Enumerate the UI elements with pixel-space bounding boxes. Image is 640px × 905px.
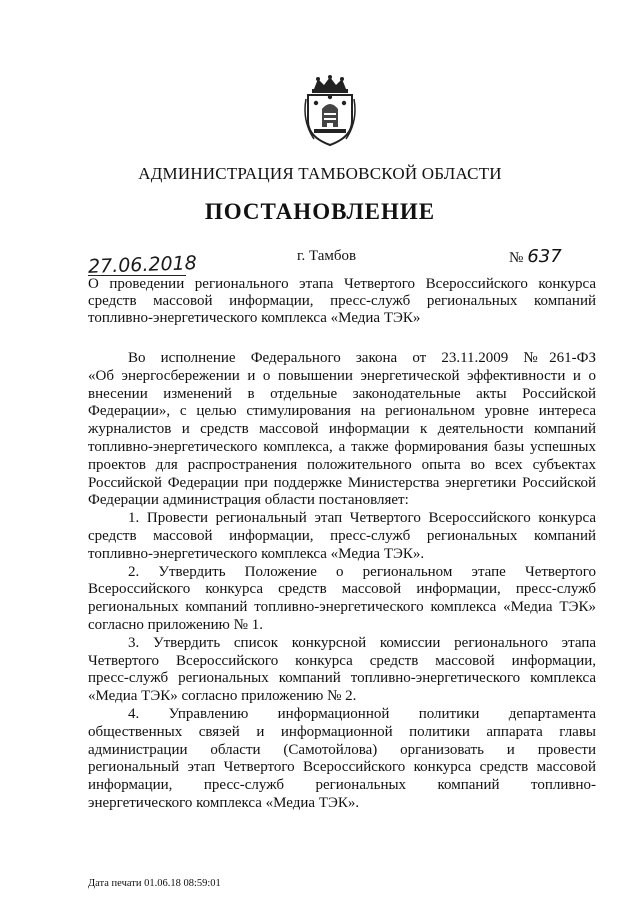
item-1-line: топливно-энергетического комплекса «Медиа ТЭК». xyxy=(88,545,425,562)
item-3-line: Четвертого Всероссийского конкурса средств массовой информации, xyxy=(88,652,596,669)
body-line: Федерации», с целью стимулирования на региональном уровне интереса xyxy=(88,403,596,420)
item-2-line: региональных компаний топливно-энергетического комплекса «Медиа ТЭК» xyxy=(88,599,596,616)
subject-line: средств массовой информации, пресс-служб региональных компаний xyxy=(88,293,596,309)
body-line: проектов для распространения положительного опыта во всех субъектах xyxy=(88,456,596,473)
item-4-line: региональный этап Четвертого Всероссийского конкурса средств массовой xyxy=(88,759,596,776)
body-line: «Об энергосбережении и о повышении энергетической эффективности и о xyxy=(88,367,596,384)
item-3-line: 3. Утвердить список конкурсной комиссии регионального этапа xyxy=(128,634,596,651)
city-label: г. Тамбов xyxy=(297,248,357,264)
subject-line: О проведении регионального этапа Четвертого Всероссийского конкурса xyxy=(88,276,596,292)
item-4-line: общественных связей и информационной политики аппарата главы xyxy=(88,723,596,740)
item-4-line: 4. Управлению информационной политики департамента xyxy=(128,705,596,722)
organization-title: АДМИНИСТРАЦИЯ ТАМБОВСКОЙ ОБЛАСТИ xyxy=(138,164,502,183)
print-date-footer: Дата печати 01.06.18 08:59:01 xyxy=(88,878,221,889)
item-3-line: «Медиа ТЭК» согласно приложению № 2. xyxy=(88,688,357,705)
body-line: внесении изменений в отдельные законодательные акты Российской xyxy=(88,385,596,402)
item-4-line: информации, пресс-служб региональных компаний топливно- xyxy=(88,777,596,794)
document-body xyxy=(88,350,596,813)
tambov-coat-of-arms-icon xyxy=(300,75,360,147)
body-line: журналистов и средств массовой информации к деятельности компаний xyxy=(88,421,596,438)
item-3-line: пресс-служб региональных компаний топливно-энергетического комплекса xyxy=(88,670,596,687)
document-type-heading: ПОСТАНОВЛЕНИЕ xyxy=(204,199,436,224)
item-1-line: 1. Провести региональный этап Четвертого Всероссийского конкурса xyxy=(128,510,596,527)
body-line: Во исполнение Федерального закона от 23.11.2009 №261-ФЗ xyxy=(128,350,596,366)
body-line: Российской Федерации при поддержке Министерства энергетики Российской xyxy=(88,474,596,491)
item-4-line: администрации области (Самотойлова) организовать и провести xyxy=(88,741,596,758)
item-1-line: средств массовой информации, пресс-служб региональных компаний xyxy=(88,527,596,544)
body-line: Федерации администрация области постановляет: xyxy=(88,492,409,509)
item-2-line: Всероссийского конкурса средств массовой информации, пресс-служб xyxy=(88,581,596,598)
document-number xyxy=(509,246,562,267)
subject-line: топливно-энергетического комплекса «Медиа ТЭК» xyxy=(88,310,421,326)
item-2-line: 2. Утвердить Положение о региональном этапе Четвертого xyxy=(128,563,596,580)
handwritten-number: 637 xyxy=(527,246,562,267)
body-line: топливно-энергетического комплекса, а также формирования базы успешных xyxy=(88,438,596,455)
number-prefix: № xyxy=(509,250,524,266)
document-subject xyxy=(88,276,596,327)
handwritten-date: 27.06.2018 xyxy=(87,252,198,278)
item-4-line: энергетического комплекса «Медиа ТЭК». xyxy=(88,794,360,811)
item-2-line: согласно приложению № 1. xyxy=(88,616,263,633)
